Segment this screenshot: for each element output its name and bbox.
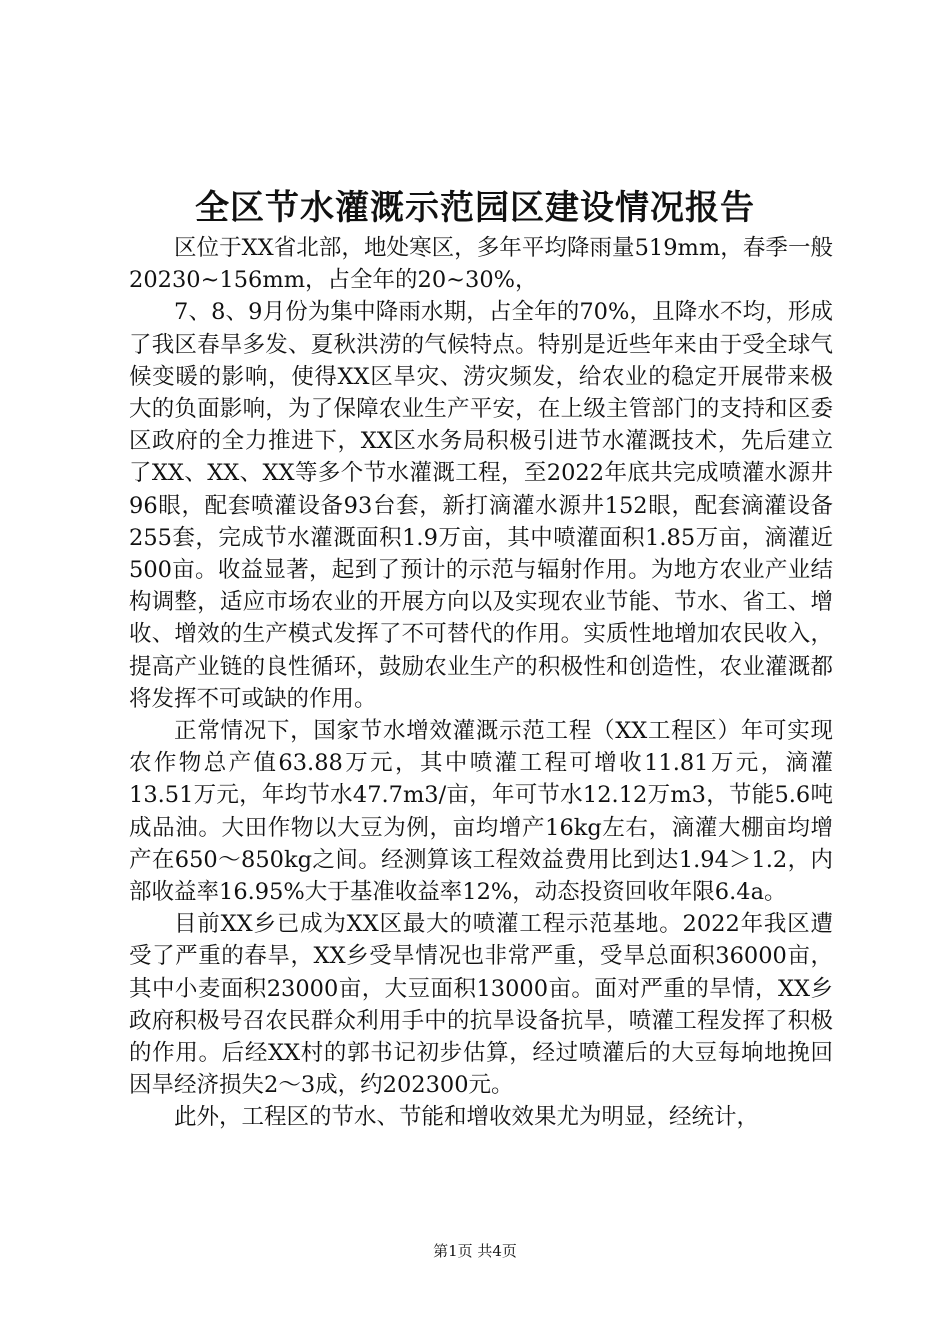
paragraph-water-energy-savings: 此外，工程区的节水、节能和增收效果尤为明显，经统计， bbox=[174, 1104, 760, 1131]
document-body bbox=[129, 232, 833, 1134]
page-number-footer: 第1页 共4页 bbox=[433, 1242, 517, 1260]
paragraph-benefits: 正常情况下，国家节水增效灌溉示范工程（XX工程区）年可实现农作物总产值63.88万元，其中喷灌工程可增收11.81万元，滴灌13.51万元，年均节水47.7m3/亩，年可节水12.12万m3，节能5.6吨成品油。大田作物以大豆为例，亩均增产16kg左右，滴灌大棚亩均增产在650～850kg之间。经测算该工程效益费用比到达1.94＞1.2，内部收益率16.95%大于基准收益率12%，动态投资回收年限6.4a。 bbox=[129, 718, 833, 906]
paragraph-demonstration-base: 目前XX乡已成为XX区最大的喷灌工程示范基地。2022年我区遭受了严重的春旱，XX乡受旱情况也非常严重，受旱总面积36000亩，其中小麦面积23000亩，大豆面积13000亩。面对严重的旱情，XX乡政府积极号召农民群众利用手中的抗旱设备抗旱，喷灌工程发挥了积极的作用。后经XX村的郭书记初步估算，经过喷灌后的大豆每垧地挽回因旱经济损失2～3成，约202300元。 bbox=[129, 911, 833, 1099]
document-title: 全区节水灌溉示范园区建设情况报告 bbox=[195, 188, 755, 228]
paragraph-project-overview: 7、8、9月份为集中降雨水期，占全年的70%，且降水不均，形成了我区春旱多发、夏秋洪涝的气候特点。特别是近些年来由于受全球气候变暖的影响，使得XX区旱灾、涝灾频发，给农业的稳定开展带来极大的负面影响，为了保障农业生产平安，在上级主管部门的支持和区委区政府的全力推进下，XX区水务局积极引进节水灌溉技术，先后建立了XX、XX、XX等多个节水灌溉工程，至2022年底共完成喷灌水源井96眼，配套喷灌设备93台套，新打滴灌水源井152眼，配套滴灌设备255套，完成节水灌溉面积1.9万亩，其中喷灌面积1.85万亩，滴灌近500亩。收益显著，起到了预计的示范与辐射作用。为地方农业产业结构调整，适应市场农业的开展方向以及实现农业节能、节水、省工、增收、增效的生产模式发挥了不可替代的作用。实质性地增加农民收入，提高产业链的良性循环，鼓励农业生产的积极性和创造性，农业灌溉都将发挥不可或缺的作用。 bbox=[129, 299, 833, 712]
paragraph-location-rainfall: 区位于XX省北部，地处寒区，多年平均降雨量519mm，春季一般20230~156mm，占全年的20~30%， bbox=[129, 235, 833, 294]
